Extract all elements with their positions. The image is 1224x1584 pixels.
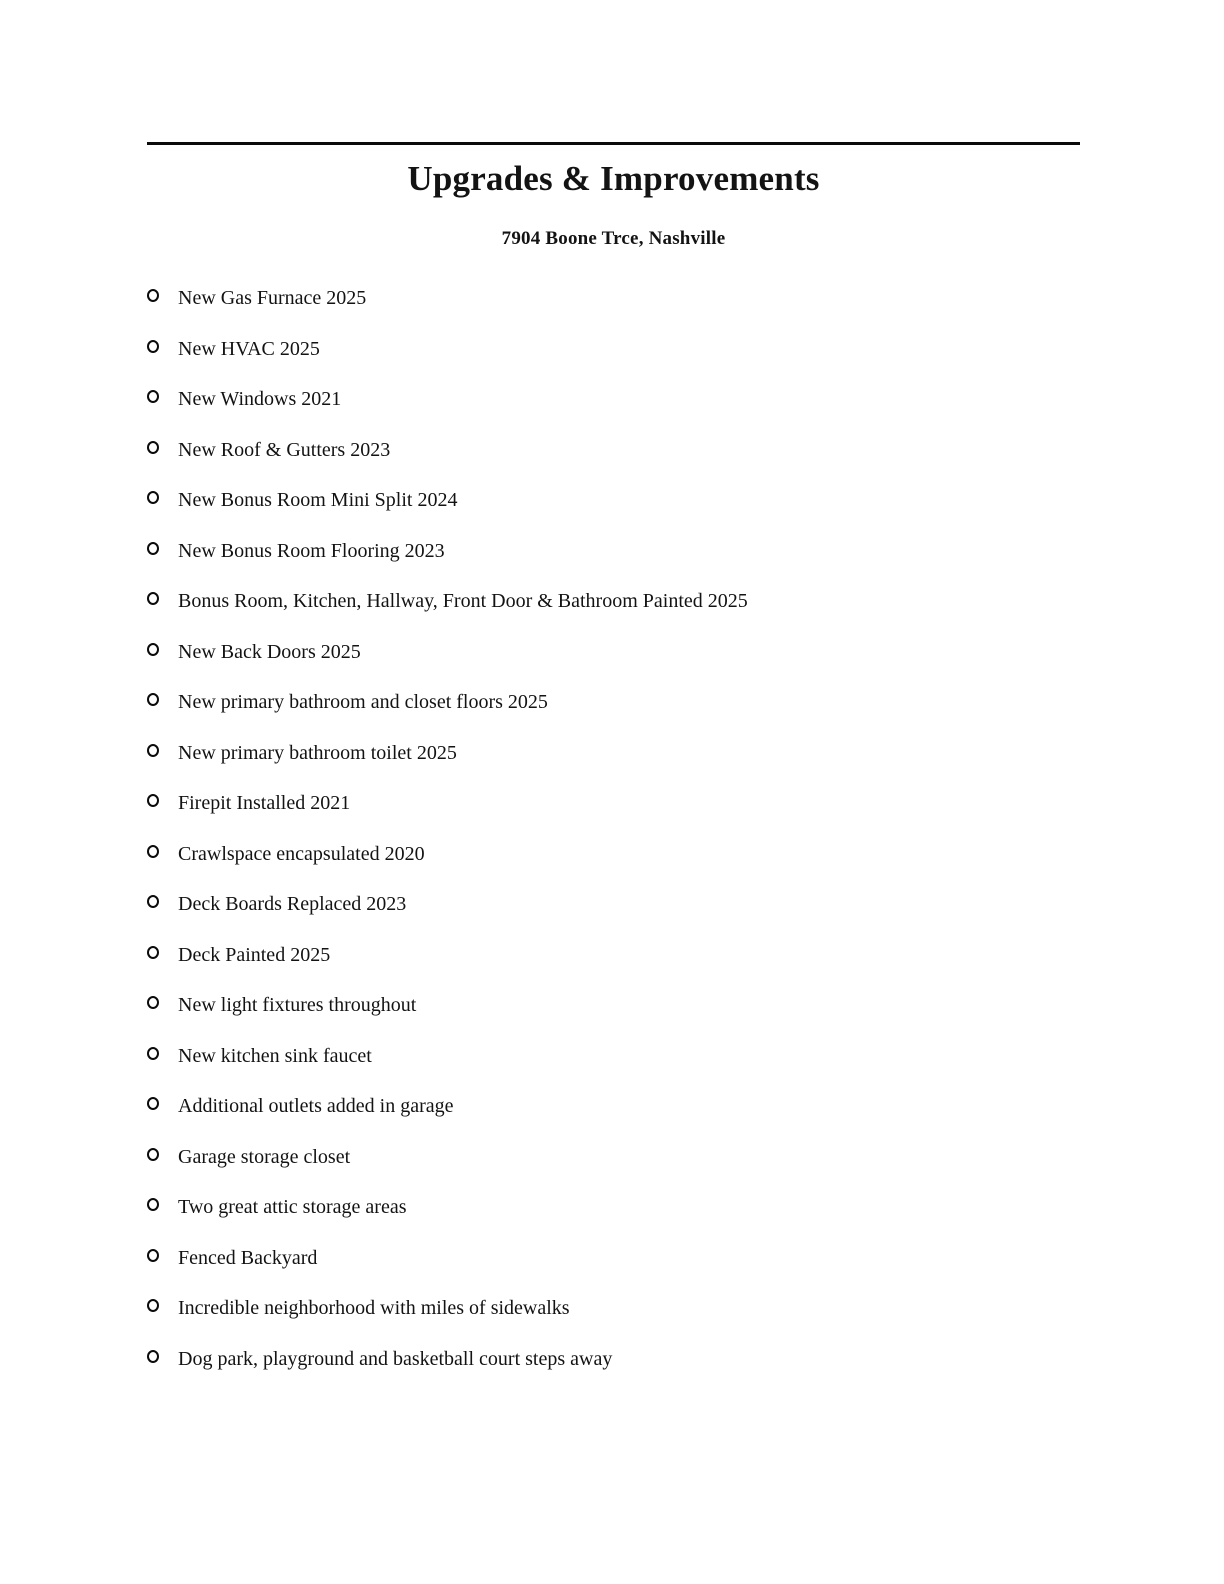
page-subtitle: 7904 Boone Trce, Nashville <box>501 228 726 249</box>
list-item-text: New Back Doors 2025 <box>178 640 361 663</box>
list-item-text: Incredible neighborhood with miles of sidewalks <box>178 1297 570 1319</box>
open-circle-bullet-icon <box>147 1198 159 1211</box>
list-item-text: Deck Boards Replaced 2023 <box>178 893 407 915</box>
list-item <box>147 942 1080 968</box>
list-item-text: Two great attic storage areas <box>178 1196 407 1218</box>
list-item <box>147 336 1080 362</box>
open-circle-bullet-icon <box>147 1350 159 1363</box>
list-item <box>147 1093 1080 1119</box>
list-item <box>147 1043 1080 1069</box>
open-circle-bullet-icon <box>147 1097 159 1110</box>
list-item <box>147 1194 1080 1220</box>
list-item-text: New Windows 2021 <box>178 388 342 410</box>
open-circle-bullet-icon <box>147 744 159 757</box>
open-circle-bullet-icon <box>147 592 159 605</box>
document-content <box>147 142 1080 1372</box>
list-item <box>147 487 1080 513</box>
open-circle-bullet-icon <box>147 895 159 908</box>
list-item-text: New kitchen sink faucet <box>178 1044 372 1067</box>
open-circle-bullet-icon <box>147 845 159 858</box>
list-item <box>147 841 1080 867</box>
list-item-text: Garage storage closet <box>178 1145 351 1168</box>
list-item-text: New light fixtures throughout <box>178 994 417 1016</box>
open-circle-bullet-icon <box>147 643 159 656</box>
open-circle-bullet-icon <box>147 1047 159 1060</box>
open-circle-bullet-icon <box>147 340 159 353</box>
open-circle-bullet-icon <box>147 1148 159 1161</box>
list-item-text: Firepit Installed 2021 <box>178 792 351 814</box>
page-title: Upgrades & Improvements <box>407 159 820 198</box>
list-item <box>147 386 1080 412</box>
list-item-text: New Bonus Room Flooring 2023 <box>178 539 445 562</box>
list-item-text: New Roof & Gutters 2023 <box>178 438 391 461</box>
open-circle-bullet-icon <box>147 289 159 302</box>
open-circle-bullet-icon <box>147 542 159 555</box>
open-circle-bullet-icon <box>147 390 159 403</box>
list-item <box>147 689 1080 715</box>
open-circle-bullet-icon <box>147 491 159 504</box>
list-item-text: Dog park, playground and basketball court steps away <box>178 1347 613 1370</box>
open-circle-bullet-icon <box>147 996 159 1009</box>
list-item <box>147 1245 1080 1271</box>
list-item-text: New HVAC 2025 <box>178 337 320 360</box>
list-item <box>147 588 1080 614</box>
list-item <box>147 285 1080 311</box>
open-circle-bullet-icon <box>147 693 159 706</box>
list-item-text: Bonus Room, Kitchen, Hallway, Front Door & Bathroom Painted 2025 <box>178 590 748 612</box>
open-circle-bullet-icon <box>147 1299 159 1312</box>
open-circle-bullet-icon <box>147 794 159 807</box>
list-item-text: New Gas Furnace 2025 <box>178 287 367 309</box>
open-circle-bullet-icon <box>147 441 159 454</box>
list-item <box>147 538 1080 564</box>
list-item <box>147 992 1080 1018</box>
open-circle-bullet-icon <box>147 946 159 959</box>
list-item <box>147 437 1080 463</box>
open-circle-bullet-icon <box>147 1249 159 1262</box>
list-item-text: New primary bathroom toilet 2025 <box>178 741 457 764</box>
list-item <box>147 1295 1080 1321</box>
list-item-text: Fenced Backyard <box>178 1246 318 1269</box>
list-item <box>147 639 1080 665</box>
list-item <box>147 790 1080 816</box>
list-item <box>147 1144 1080 1170</box>
list-item-text: New primary bathroom and closet floors 2025 <box>178 691 548 713</box>
list-item <box>147 740 1080 766</box>
upgrades-list <box>147 285 1080 1372</box>
list-item-text: Additional outlets added in garage <box>178 1095 454 1117</box>
list-item-text: Deck Painted 2025 <box>178 943 331 966</box>
top-rule-divider <box>147 142 1080 145</box>
list-item <box>147 1346 1080 1372</box>
list-item-text: New Bonus Room Mini Split 2024 <box>178 489 458 511</box>
list-item-text: Crawlspace encapsulated 2020 <box>178 842 425 865</box>
list-item <box>147 891 1080 917</box>
